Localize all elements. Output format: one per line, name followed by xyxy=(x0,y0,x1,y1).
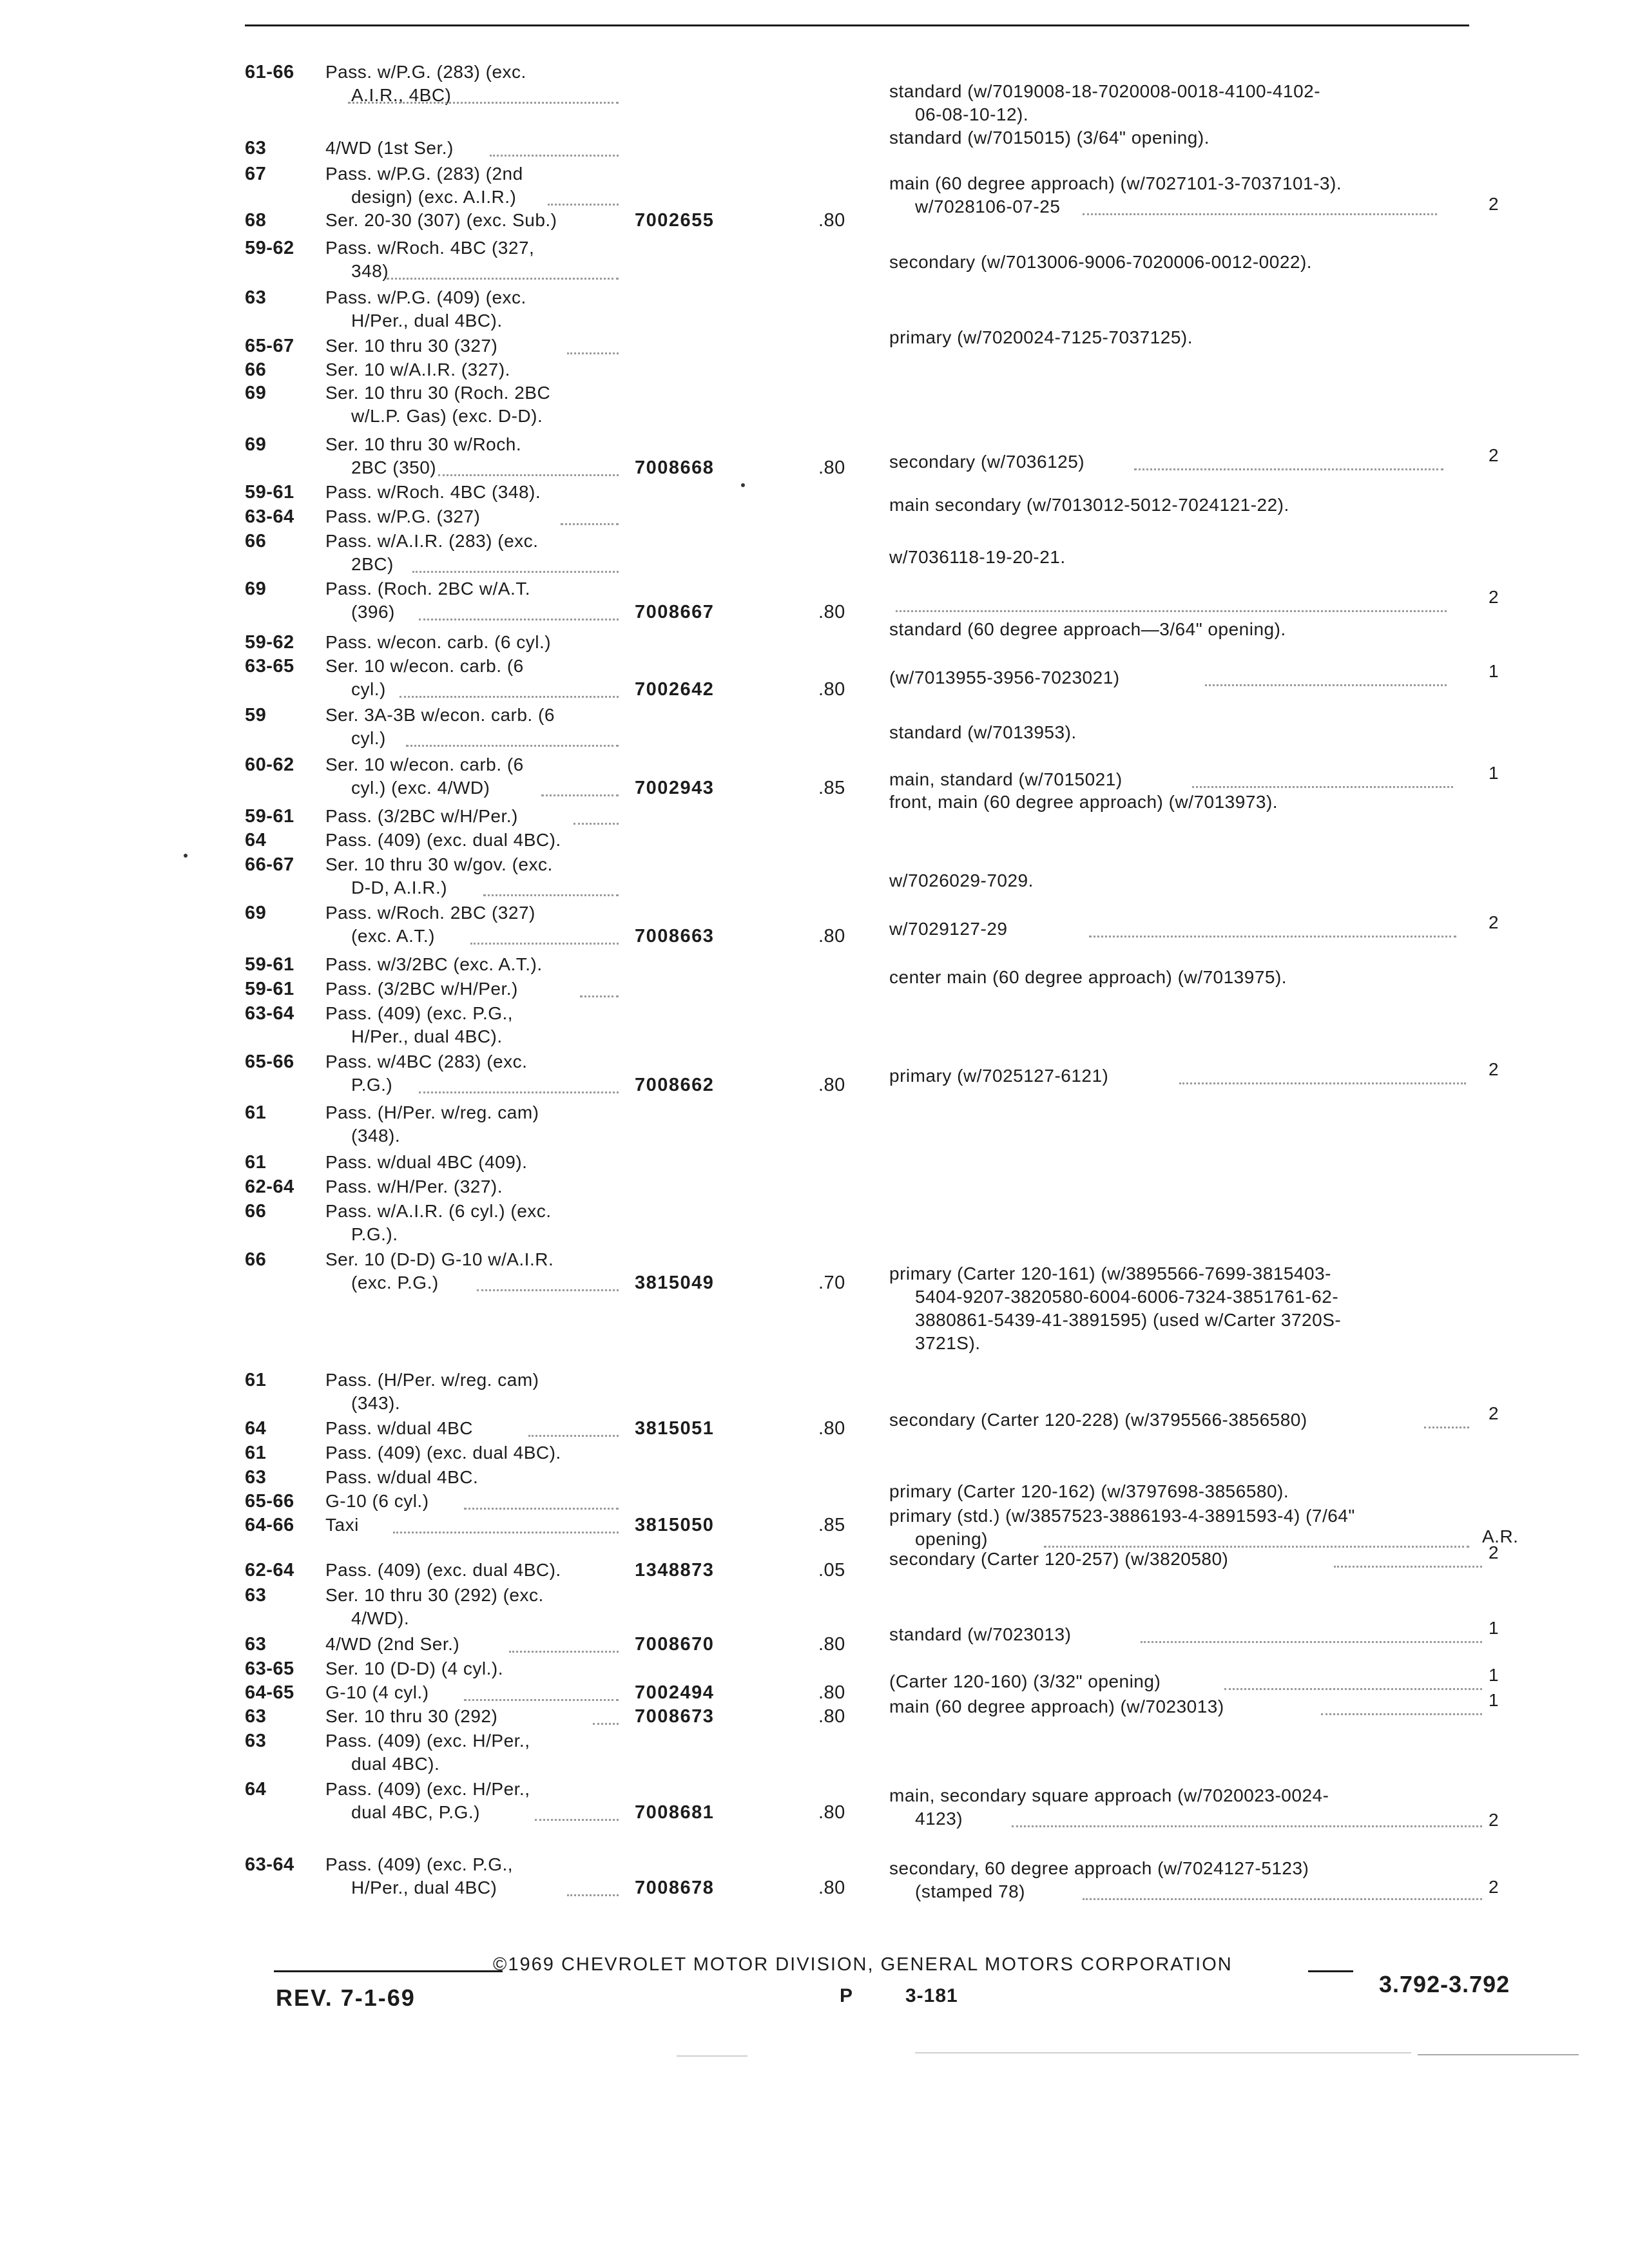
application-year: 63-64 xyxy=(245,1854,294,1875)
application-year: 60-62 xyxy=(245,754,294,775)
description-text: w/7029127-29 xyxy=(889,919,1008,939)
application-text: (exc. A.T.) xyxy=(351,926,435,946)
application-text: dual 4BC, P.G.) xyxy=(351,1802,480,1822)
application-text: Pass. w/dual 4BC xyxy=(325,1418,473,1438)
part-number: 1348873 xyxy=(635,1560,715,1581)
part-number: 7008662 xyxy=(635,1075,715,1095)
dot-leader xyxy=(419,619,619,620)
application-year: 64-66 xyxy=(245,1515,294,1535)
application-text: Ser. 10 thru 30 (292) xyxy=(325,1706,498,1726)
application-text: Pass. w/P.G. (327) xyxy=(325,506,481,526)
part-number: 7008673 xyxy=(635,1706,715,1727)
description-text: secondary (Carter 120-257) (w/3820580) xyxy=(889,1549,1229,1569)
application-year: 66 xyxy=(245,1201,267,1222)
dot-leader xyxy=(509,1651,619,1653)
application-year: 69 xyxy=(245,383,267,403)
application-text: Pass. w/4BC (283) (exc. xyxy=(325,1052,528,1072)
dot-leader xyxy=(1083,213,1437,215)
quantity: 2 xyxy=(1489,587,1499,607)
size-value: .80 xyxy=(818,1634,845,1655)
application-text: Ser. 10 w/A.I.R. (327). xyxy=(325,360,510,380)
application-text: Ser. 10 thru 30 (292) (exc. xyxy=(325,1585,544,1605)
page-number: 3-181 xyxy=(905,1985,958,2006)
application-year: 59-61 xyxy=(245,979,294,999)
description-text: main secondary (w/7013012-5012-7024121-22). xyxy=(889,495,1289,515)
dot-leader xyxy=(567,1894,619,1896)
application-text: Pass. w/P.G. (283) (2nd xyxy=(325,164,523,184)
application-text: H/Per., dual 4BC). xyxy=(351,1026,503,1046)
description-text: primary (std.) (w/3857523-3886193-4-3891593-4) (7/64" xyxy=(889,1506,1355,1526)
application-text: Pass. w/Roch. 4BC (327, xyxy=(325,238,535,258)
application-text: (343). xyxy=(351,1393,401,1413)
application-text: Ser. 10 thru 30 w/gov. (exc. xyxy=(325,854,553,874)
application-text: Pass. (Roch. 2BC w/A.T. xyxy=(325,579,531,599)
part-number: 7008667 xyxy=(635,602,715,622)
quantity: 2 xyxy=(1489,1059,1499,1079)
description-text: standard (w/7015015) (3/64" opening). xyxy=(889,128,1210,148)
application-year: 64 xyxy=(245,1418,267,1439)
dot-leader xyxy=(400,696,619,698)
application-text: Ser. 10 w/econ. carb. (6 xyxy=(325,656,524,676)
quantity: 1 xyxy=(1489,1618,1499,1638)
dot-leader xyxy=(438,474,619,476)
size-value: .05 xyxy=(818,1560,845,1581)
application-year: 63 xyxy=(245,287,267,308)
description-text: opening) xyxy=(915,1529,988,1549)
dot-leader xyxy=(1192,786,1453,788)
description-text: primary (Carter 120-162) (w/3797698-3856580). xyxy=(889,1481,1289,1501)
application-text: P.G.) xyxy=(351,1075,393,1095)
application-text: Ser. 10 (D-D) G-10 w/A.I.R. xyxy=(325,1249,554,1269)
dot-leader xyxy=(419,1091,619,1093)
part-number: 7008668 xyxy=(635,457,715,478)
application-text: Ser. 20-30 (307) (exc. Sub.) xyxy=(325,210,557,230)
dot-leader xyxy=(1205,684,1447,686)
dot-leader xyxy=(1224,1688,1482,1690)
application-text: cyl.) (exc. 4/WD) xyxy=(351,778,490,798)
copyright-notice: ©1969 CHEVROLET MOTOR DIVISION, GENERAL MOTORS CORPORATION xyxy=(493,1954,1233,1975)
quantity: 1 xyxy=(1489,1690,1499,1710)
scan-speck xyxy=(184,854,188,858)
quantity: A.R. xyxy=(1482,1526,1519,1546)
description-text: front, main (60 degree approach) (w/7013973). xyxy=(889,792,1278,812)
dot-leader xyxy=(567,352,619,354)
description-text: center main (60 degree approach) (w/7013975). xyxy=(889,967,1287,987)
dot-leader xyxy=(1179,1082,1466,1084)
part-number: 3815049 xyxy=(635,1273,715,1293)
part-number: 7002943 xyxy=(635,778,715,798)
description-text: main, standard (w/7015021) xyxy=(889,769,1123,789)
description-text: main, secondary square approach (w/7020023-0024- xyxy=(889,1785,1329,1805)
size-value: .85 xyxy=(818,778,845,798)
application-year: 63 xyxy=(245,1706,267,1727)
size-value: .80 xyxy=(818,926,845,947)
application-text: Pass. (409) (exc. dual 4BC). xyxy=(325,830,561,850)
application-text: cyl.) xyxy=(351,728,386,748)
dot-leader xyxy=(1321,1713,1482,1715)
description-text: secondary (w/7013006-9006-7020006-0012-0022). xyxy=(889,252,1313,272)
application-text: G-10 (4 cyl.) xyxy=(325,1682,429,1702)
dot-leader xyxy=(541,794,619,796)
description-text: standard (w/7013953). xyxy=(889,722,1077,742)
application-text: Pass. w/dual 4BC (409). xyxy=(325,1152,528,1172)
application-text: 2BC) xyxy=(351,554,394,574)
description-text: standard (w/7019008-18-7020008-0018-4100-4102- xyxy=(889,81,1321,101)
quantity: 2 xyxy=(1489,194,1499,214)
description-text: 3721S). xyxy=(915,1333,981,1353)
application-text: Ser. 10 thru 30 (327) xyxy=(325,336,498,356)
description-text: standard (w/7023013) xyxy=(889,1624,1072,1644)
description-text: w/7036118-19-20-21. xyxy=(889,547,1066,567)
dot-leader xyxy=(1089,936,1456,937)
description-text: 06-08-10-12). xyxy=(915,104,1029,124)
application-year: 68 xyxy=(245,210,267,231)
application-text: (exc. P.G.) xyxy=(351,1273,439,1293)
description-text: secondary (Carter 120-228) (w/3795566-3856580) xyxy=(889,1410,1307,1430)
part-number: 7008663 xyxy=(635,926,715,947)
dot-leader xyxy=(483,894,619,896)
application-text: H/Per., dual 4BC) xyxy=(351,1878,497,1898)
description-text: 4123) xyxy=(915,1809,963,1829)
application-text: Pass. (3/2BC w/H/Per.) xyxy=(325,806,518,826)
dot-leader xyxy=(490,155,619,157)
quantity: 1 xyxy=(1489,1665,1499,1685)
application-text: Ser. 10 w/econ. carb. (6 xyxy=(325,754,524,774)
application-year: 63 xyxy=(245,1585,267,1606)
dot-leader xyxy=(896,610,1447,612)
footer-rule-right xyxy=(1308,1970,1353,1972)
application-text: design) (exc. A.I.R.) xyxy=(351,187,517,207)
size-value: .80 xyxy=(818,1878,845,1898)
application-text: Pass. (409) (exc. P.G., xyxy=(325,1854,514,1874)
part-number: 7008681 xyxy=(635,1802,715,1823)
application-text: (348). xyxy=(351,1126,401,1146)
application-text: Taxi xyxy=(325,1515,359,1535)
dot-leader xyxy=(470,943,619,945)
scan-artifact xyxy=(1418,2054,1579,2055)
description-text: primary (w/7020024-7125-7037125). xyxy=(889,327,1193,347)
size-value: .80 xyxy=(818,679,845,700)
description-text: w/7026029-7029. xyxy=(889,870,1034,890)
part-number: 7002642 xyxy=(635,679,715,700)
size-value: .85 xyxy=(818,1515,845,1535)
application-year: 63 xyxy=(245,138,267,159)
application-year: 59-62 xyxy=(245,238,294,258)
application-text: 348) xyxy=(351,261,389,281)
quantity: 2 xyxy=(1489,1877,1499,1897)
application-year: 62-64 xyxy=(245,1177,294,1197)
application-year: 69 xyxy=(245,903,267,923)
application-text: Pass. w/Roch. 2BC (327) xyxy=(325,903,535,923)
application-year: 64-65 xyxy=(245,1682,294,1703)
dot-leader xyxy=(464,1699,619,1701)
dot-leader xyxy=(387,278,619,280)
application-year: 61 xyxy=(245,1443,267,1463)
description-text: secondary, 60 degree approach (w/7024127-5123) xyxy=(889,1858,1309,1878)
application-text: Pass. w/H/Per. (327). xyxy=(325,1177,503,1196)
group-number: 3.792-3.792 xyxy=(1379,1971,1510,1997)
application-year: 64 xyxy=(245,830,267,850)
description-text: (stamped 78) xyxy=(915,1881,1025,1901)
application-text: Pass. (409) (exc. dual 4BC). xyxy=(325,1560,561,1580)
size-value: .80 xyxy=(818,457,845,478)
application-year: 69 xyxy=(245,434,267,455)
dot-leader xyxy=(348,102,619,104)
application-text: Pass. w/dual 4BC. xyxy=(325,1467,479,1487)
dot-leader xyxy=(477,1289,619,1291)
quantity: 2 xyxy=(1489,912,1499,932)
dot-leader xyxy=(464,1508,619,1510)
dot-leader xyxy=(561,523,619,525)
page-letter: P xyxy=(840,1985,853,2006)
description-text: main (60 degree approach) (w/7023013) xyxy=(889,1696,1224,1716)
application-text: P.G.). xyxy=(351,1224,398,1244)
application-text: A.I.R., 4BC) xyxy=(351,85,452,105)
application-year: 61 xyxy=(245,1152,267,1173)
dot-leader xyxy=(406,745,619,747)
description-text: 5404-9207-3820580-6004-6006-7324-3851761-62- xyxy=(915,1287,1339,1307)
dot-leader xyxy=(528,1435,619,1437)
application-year: 64 xyxy=(245,1779,267,1800)
description-text: (Carter 120-160) (3/32" opening) xyxy=(889,1671,1161,1691)
application-year: 61-66 xyxy=(245,62,294,82)
application-year: 63 xyxy=(245,1731,267,1751)
part-number: 3815050 xyxy=(635,1515,715,1535)
dot-leader xyxy=(412,571,619,573)
application-text: dual 4BC). xyxy=(351,1754,440,1774)
application-year: 66 xyxy=(245,531,267,552)
application-text: Pass. w/A.I.R. (6 cyl.) (exc. xyxy=(325,1201,552,1221)
size-value: .80 xyxy=(818,602,845,622)
description-text: main (60 degree approach) (w/7027101-3-7037101-3). xyxy=(889,173,1342,193)
application-text: Pass. (409) (exc. H/Per., xyxy=(325,1731,530,1751)
application-text: Pass. (H/Per. w/reg. cam) xyxy=(325,1102,539,1122)
application-year: 63 xyxy=(245,1467,267,1488)
application-year: 63-64 xyxy=(245,506,294,527)
size-value: .80 xyxy=(818,1706,845,1727)
application-year: 65-66 xyxy=(245,1052,294,1072)
size-value: .80 xyxy=(818,1418,845,1439)
application-text: Pass. (3/2BC w/H/Per.) xyxy=(325,979,518,999)
description-text: 3880861-5439-41-3891595) (used w/Carter 3720S- xyxy=(915,1310,1342,1330)
quantity: 2 xyxy=(1489,1542,1499,1562)
footer-rule-left xyxy=(274,1970,503,1972)
application-year: 63-65 xyxy=(245,656,294,677)
application-text: Pass. w/3/2BC (exc. A.T.). xyxy=(325,954,543,974)
application-text: Pass. w/P.G. (283) (exc. xyxy=(325,62,526,82)
part-number: 3815051 xyxy=(635,1418,715,1439)
scan-artifact xyxy=(915,2052,1411,2053)
application-text: 2BC (350) xyxy=(351,457,437,477)
description-text: standard (60 degree approach—3/64" opening). xyxy=(889,619,1286,639)
application-text: Ser. 10 (D-D) (4 cyl.). xyxy=(325,1658,503,1678)
application-text: Pass. w/A.I.R. (283) (exc. xyxy=(325,531,539,551)
dot-leader xyxy=(1424,1427,1469,1428)
description-text: primary (w/7025127-6121) xyxy=(889,1066,1109,1086)
application-text: Pass. (409) (exc. dual 4BC). xyxy=(325,1443,561,1463)
application-year: 59-61 xyxy=(245,954,294,975)
quantity: 2 xyxy=(1489,1810,1499,1830)
part-number: 7008678 xyxy=(635,1878,715,1898)
dot-leader xyxy=(535,1819,619,1821)
description-text: (w/7013955-3956-7023021) xyxy=(889,668,1120,687)
application-text: Pass. (H/Per. w/reg. cam) xyxy=(325,1370,539,1390)
application-text: D-D, A.I.R.) xyxy=(351,878,448,898)
dot-leader xyxy=(1083,1898,1482,1900)
application-text: Pass. (409) (exc. P.G., xyxy=(325,1003,514,1023)
dot-leader xyxy=(548,204,619,206)
application-year: 63-64 xyxy=(245,1003,294,1024)
quantity: 2 xyxy=(1489,1403,1499,1423)
size-value: .80 xyxy=(818,1682,845,1703)
dot-leader xyxy=(1012,1825,1482,1827)
application-text: cyl.) xyxy=(351,679,386,699)
description-text: w/7028106-07-25 xyxy=(915,197,1061,216)
application-text: w/L.P. Gas) (exc. D-D). xyxy=(351,406,543,426)
application-year: 67 xyxy=(245,164,267,184)
size-value: .70 xyxy=(818,1273,845,1293)
application-year: 65-66 xyxy=(245,1491,294,1512)
dot-leader xyxy=(393,1532,619,1533)
application-year: 61 xyxy=(245,1370,267,1390)
dot-leader xyxy=(580,995,619,997)
scan-artifact xyxy=(677,2055,747,2057)
size-value: .80 xyxy=(818,1075,845,1095)
application-year: 66 xyxy=(245,360,267,380)
application-text: Ser. 10 thru 30 w/Roch. xyxy=(325,434,522,454)
application-year: 69 xyxy=(245,579,267,599)
application-text: Pass. w/econ. carb. (6 cyl.) xyxy=(325,632,552,652)
dot-leader xyxy=(1134,468,1443,470)
application-year: 59-61 xyxy=(245,806,294,827)
revision-date: REV. 7-1-69 xyxy=(276,1984,416,2011)
application-year: 66-67 xyxy=(245,854,294,875)
application-year: 66 xyxy=(245,1249,267,1270)
size-value: .80 xyxy=(818,1802,845,1823)
description-text: secondary (w/7036125) xyxy=(889,452,1085,472)
dot-leader xyxy=(1141,1641,1482,1643)
quantity: 2 xyxy=(1489,445,1499,465)
part-number: 7002494 xyxy=(635,1682,715,1703)
application-text: G-10 (6 cyl.) xyxy=(325,1491,429,1511)
quantity: 1 xyxy=(1489,763,1499,783)
dot-leader xyxy=(1334,1566,1482,1568)
application-text: Ser. 10 thru 30 (Roch. 2BC xyxy=(325,383,551,403)
application-text: Pass. (409) (exc. H/Per., xyxy=(325,1779,530,1799)
scan-speck xyxy=(741,483,745,487)
application-text: H/Per., dual 4BC). xyxy=(351,311,503,331)
part-number: 7008670 xyxy=(635,1634,715,1655)
application-text: Ser. 3A-3B w/econ. carb. (6 xyxy=(325,705,555,725)
application-text: Pass. w/P.G. (409) (exc. xyxy=(325,287,526,307)
application-text: (396) xyxy=(351,602,395,622)
application-year: 63-65 xyxy=(245,1658,294,1679)
application-text: 4/WD (2nd Ser.) xyxy=(325,1634,460,1654)
application-year: 59-62 xyxy=(245,632,294,653)
application-year: 61 xyxy=(245,1102,267,1123)
description-text: primary (Carter 120-161) (w/3895566-7699-3815403- xyxy=(889,1264,1331,1283)
part-number: 7002655 xyxy=(635,210,715,231)
dot-leader xyxy=(593,1723,619,1725)
application-text: Pass. w/Roch. 4BC (348). xyxy=(325,482,541,502)
top-rule xyxy=(245,24,1469,26)
application-year: 59-61 xyxy=(245,482,294,503)
dot-leader xyxy=(1044,1546,1469,1548)
size-value: .80 xyxy=(818,210,845,231)
quantity: 1 xyxy=(1489,661,1499,681)
application-text: 4/WD). xyxy=(351,1608,410,1628)
application-year: 62-64 xyxy=(245,1560,294,1581)
application-year: 65-67 xyxy=(245,336,294,356)
application-text: 4/WD (1st Ser.) xyxy=(325,138,454,158)
dot-leader xyxy=(574,823,619,825)
application-year: 63 xyxy=(245,1634,267,1655)
application-year: 59 xyxy=(245,705,267,726)
